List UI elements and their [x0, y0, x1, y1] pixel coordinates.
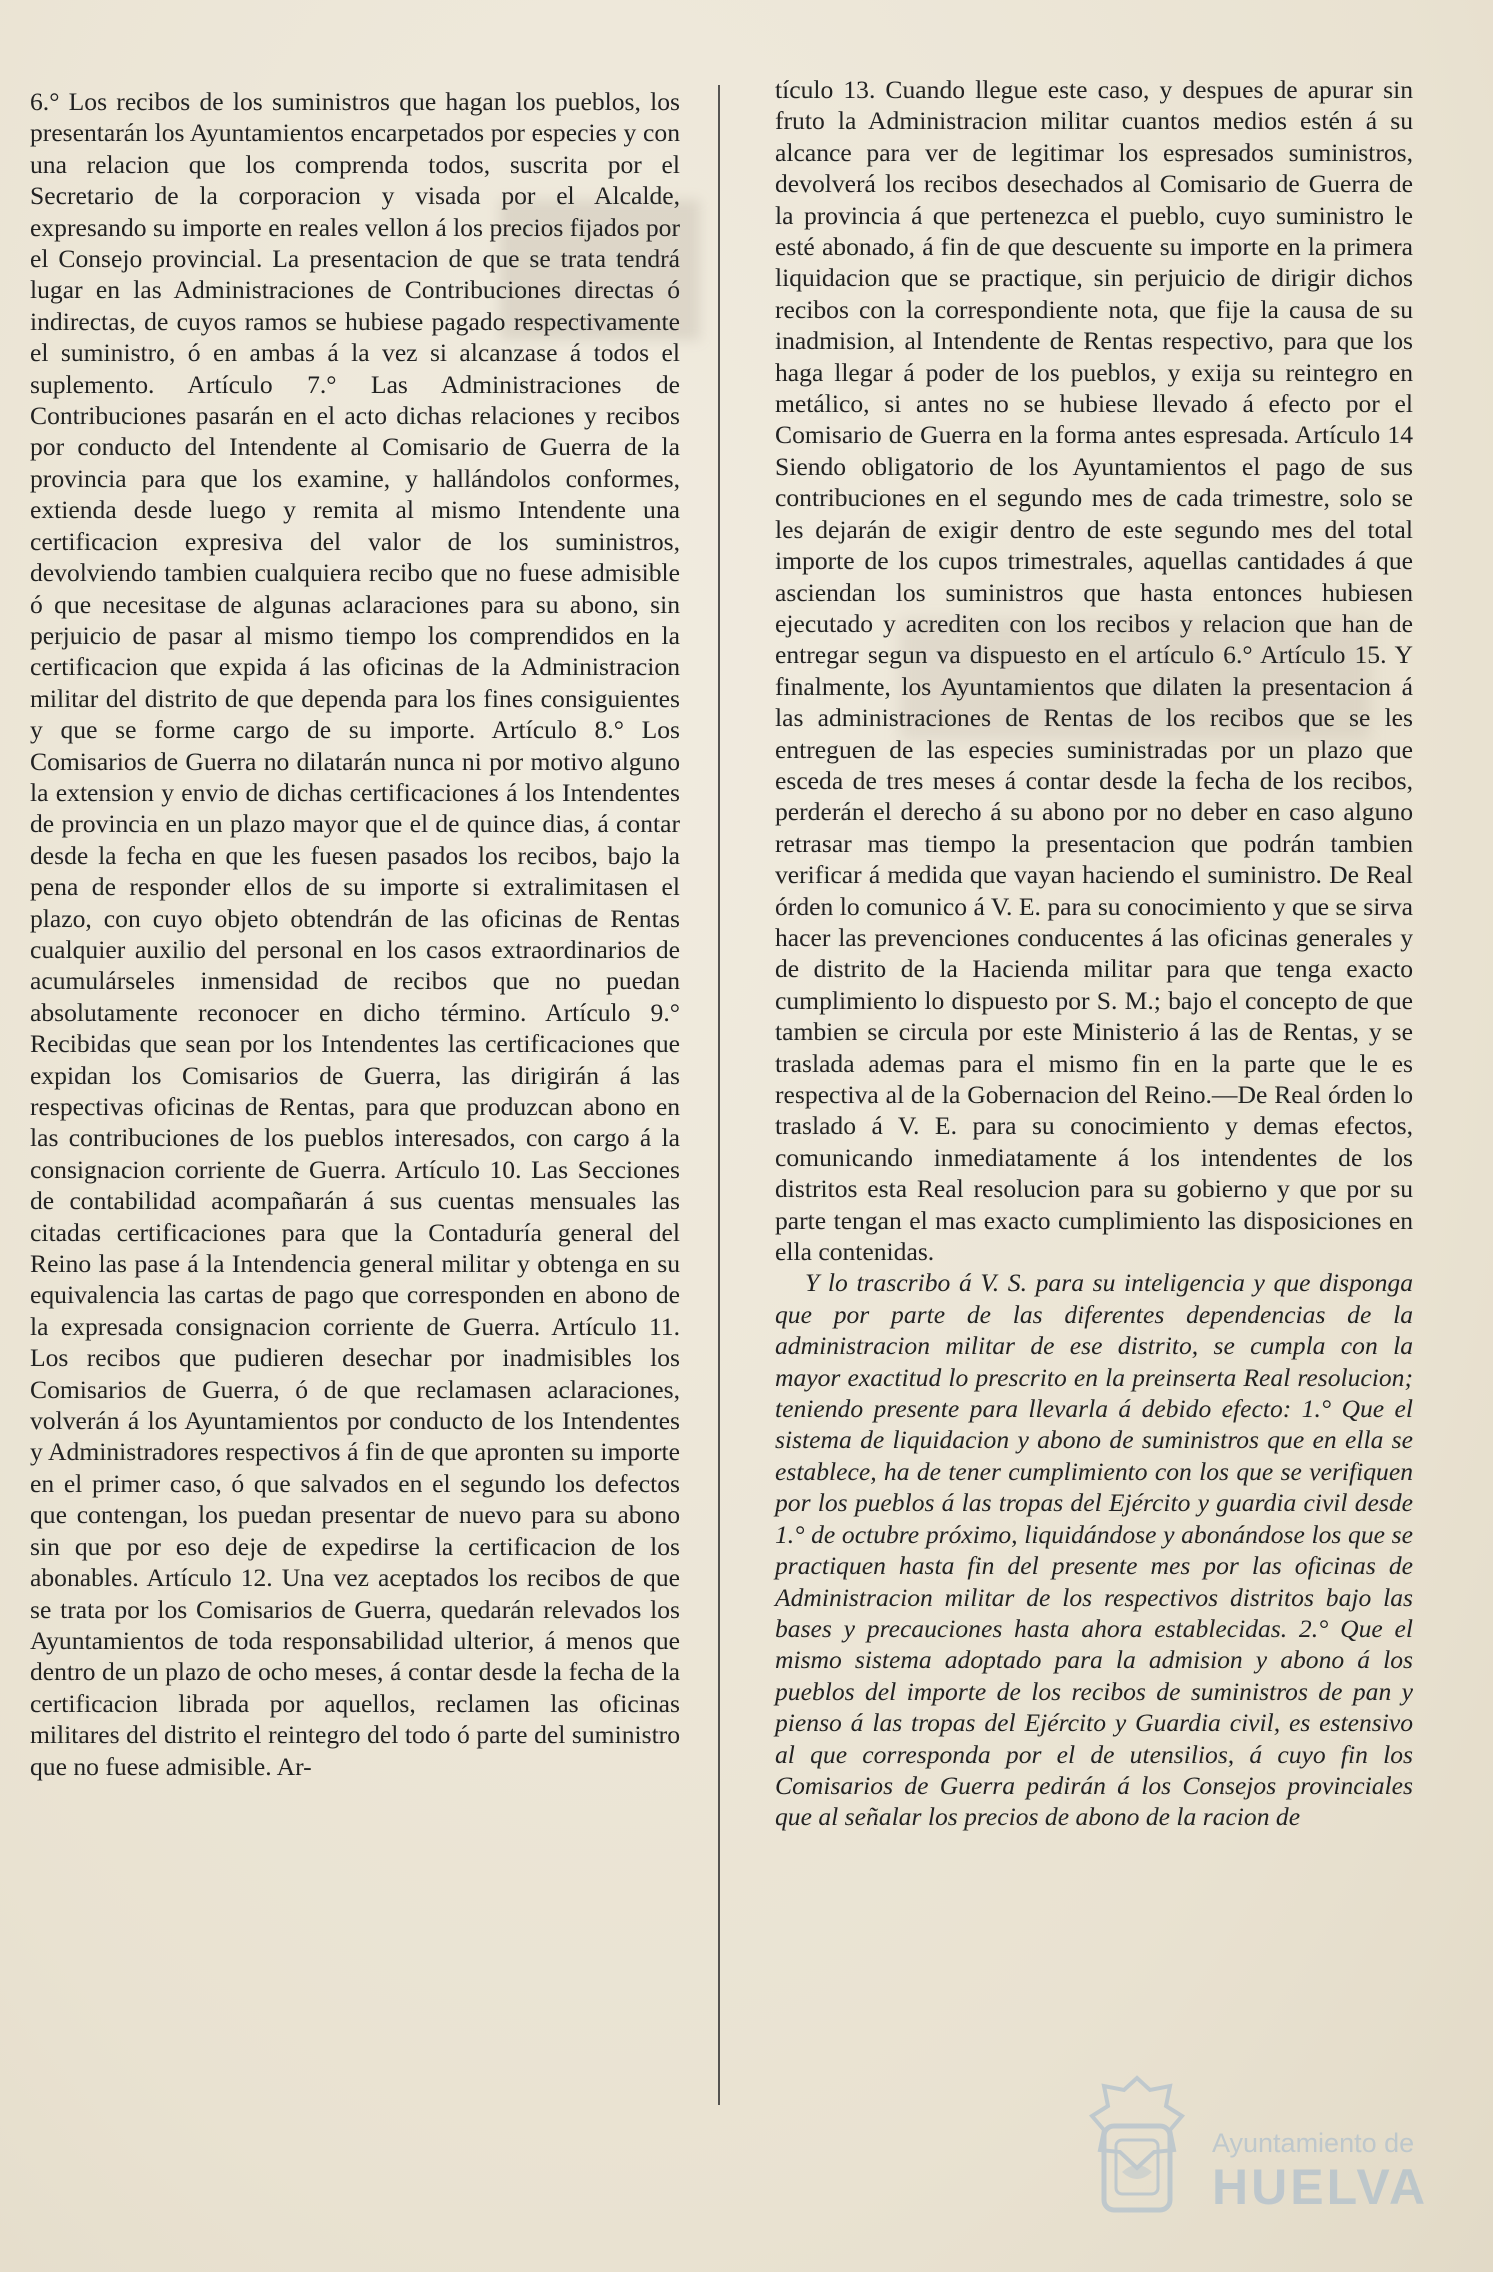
column-divider [718, 85, 720, 2105]
right-text-column [775, 74, 1413, 1833]
watermark-line2: HUELVA [1212, 2159, 1429, 2215]
city-seal-icon [1082, 2072, 1192, 2222]
right-column-text: tículo 13. Cuando llegue este caso, y despues de apurar sin fruto la Administracion militar cuantos medios estén á su alcance para ver de legitimar los espresados suministros, devolverá los recibos desechados al Comisario de Guerra de la provincia á que pertenezca el pueblo, cuyo suministro le esté abonado, á fin de que descuente su importe en la primera liquidacion que se practique, sin perjuicio de dirigir dichos recibos con la correspondiente nota, que fije la causa de su inadmision, al Intendente de Rentas respectivo, para que los haga llegar á poder de los pueblos, y exija su reintegro en metálico, si antes no se hubiese llevado á efecto por el Comisario de Guerra en la forma antes espresada. Artículo 14 Siendo obligatorio de los Ayuntamientos el pago de sus contribuciones en el segundo mes de cada trimestre, solo se les dejarán de exigir dentro de este segundo mes del total importe de los cupos trimestrales, aquellas cantidades á que asciendan los suministros que hasta entonces hubiesen ejecutado y acrediten con los recibos y relacion que han de entregar segun va dispuesto en el artículo 6.° Artículo 15. Y finalmente, los Ayuntamientos que dilaten la presentacion á las administraciones de Rentas de los recibos que se les entreguen de las especies suministradas por un plazo que esceda de tres meses á contar desde la fecha de los recibos, perderán el derecho á su abono por no deber en caso alguno retrasar mas tiempo la presentacion que podrán tambien verificar á medida que vayan haciendo el suministro. De Real órden lo comunico á V. E. para su conocimiento y que se sirva hacer las prevenciones conducentes á las oficinas generales y de distrito de la Hacienda militar para que tenga exacto cumplimiento lo dispuesto por S. M.; bajo el concepto de que tambien se circula por este Ministerio á las de Rentas, y se traslada ademas para el mismo fin en la parte que le es respectiva al de la Gobernacion del Reino.—De Real órden lo traslado á V. E. para su conocimiento y demas efectos, comunicando inmediatamente á los intendentes de los distritos esta Real resolucion para su gobierno y que por su parte tengan el mas exacto cumplimiento las disposiciones en ella contenidas. [775, 75, 1413, 1267]
huelva-watermark [1082, 2072, 1429, 2222]
left-text-column [30, 86, 680, 1782]
left-column-text: 6.° Los recibos de los suministros que hagan los pueblos, los presentarán los Ayuntamientos encarpetados por especies y con una relacion que los comprenda todos, suscrita por el Secretario de la corporacion y visada por el Alcalde, expresando su importe en reales vellon á los precios fijados por el Consejo provincial. La presentacion de que se trata tendrá lugar en las Administraciones de Contribuciones directas ó indirectas, de cuyos ramos se hubiese pagado respectivamente el suministro, ó en ambas á la vez si alcanzase á todos el suplemento. Artículo 7.° Las Administraciones de Contribuciones pasarán en el acto dichas relaciones y recibos por conducto del Intendente al Comisario de Guerra de la provincia para que los examine, y hallándolos conformes, extienda desde luego y remita al mismo Intendente una certificacion expresiva del valor de los suministros, devolviendo tambien cualquiera recibo que no fuese admisible ó que necesitase de algunas aclaraciones para su abono, sin perjuicio de pasar al mismo tiempo los comprendidos en la certificacion que expida á las oficinas de la Administracion militar del distrito de que dependa para los fines consiguientes y que se forme cargo de su importe. Artículo 8.° Los Comisarios de Guerra no dilatarán nunca ni por motivo alguno la extension y envio de dichas certificaciones á los Intendentes de provincia en un plazo mayor que el de quince dias, á contar desde la fecha en que les fuesen pasados los recibos, bajo la pena de responder ellos de su importe si extralimitasen el plazo, con cuyo objeto obtendrán de las oficinas de Rentas cualquier auxilio del personal en los casos extraordinarios de acumulárseles inmensidad de recibos que no puedan absolutamente reconocer en dicho término. Artículo 9.° Recibidas que sean por los Intendentes las certificaciones que expidan los Comisarios de Guerra, las dirigirán á las respectivas oficinas de Rentas, para que produzcan abono en las contribuciones de los pueblos interesados, con cargo á la consignacion corriente de Guerra. Artículo 10. Las Secciones de contabilidad acompañarán á sus cuentas mensuales las citadas certificaciones para que la Contaduría general del Reino las pase á la Intendencia general militar y obtenga en su equivalencia las cartas de pago que corresponden en abono de la expresada consignacion corriente de Guerra. Artículo 11. Los recibos que pudieren desechar por inadmisibles los Comisarios de Guerra, ó de que reclamasen aclaraciones, volverán á los Ayuntamientos por conducto de los Intendentes y Administradores respectivos á fin de que apronten su importe en el primer caso, ó que salvados en el segundo los defectos que contengan, los puedan presentar de nuevo para su abono sin que por eso deje de expedirse la certificacion de los abonables. Artículo 12. Una vez aceptados los recibos de que se trata por los Comisarios de Guerra, quedarán relevados los Ayuntamientos de toda responsabilidad ulterior, á menos que dentro de un plazo de ocho meses, á contar desde la fecha de la certificacion librada por aquellos, reclamen las oficinas militares del distrito el reintegro del todo ó parte del suministro que no fuese admisible. Ar- [30, 87, 680, 1781]
watermark-line1: Ayuntamiento de [1212, 2128, 1415, 2158]
right-column-italic-text: Y lo trascribo á V. S. para su inteligencia y que disponga que por parte de las diferentes dependencias de la administracion militar de ese distrito, se cumpla con la mayor exactitud lo prescrito en la preinserta Real resolucion; teniendo presente para llevarla á debido efecto: 1.° Que el sistema de liquidacion y abono de suministros que en ella se establece, ha de tener cumplimiento con los que se verifiquen por los pueblos á las tropas del Ejército y guardia civil desde 1.° de octubre próximo, liquidándose y abonándose los que se practiquen hasta fin del presente mes por las oficinas de Administracion militar de los respectivos distritos bajo las bases y precauciones hasta ahora establecidas. 2.° Que el mismo sistema adoptado para la admision y abono á los pueblos del importe de los recibos de suministros de pan y pienso á las tropas del Ejército y Guardia civil, es estensivo al que corresponda por el de utensilios, á cuyo fin los Comisarios de Guerra pedirán á los Consejos provinciales que al señalar los precios de abono de la racion de [775, 1268, 1413, 1832]
